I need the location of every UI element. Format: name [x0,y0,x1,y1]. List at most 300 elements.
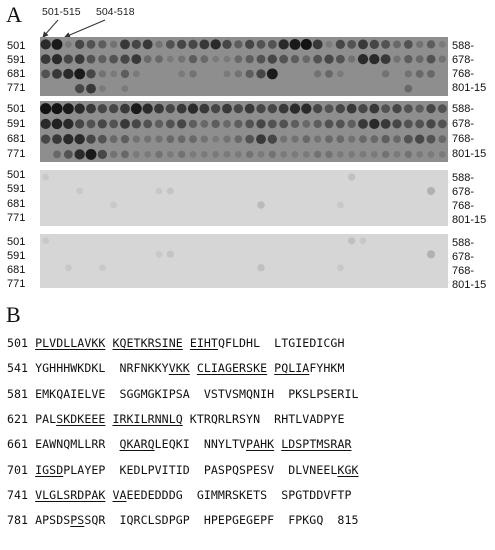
blot-spot [98,135,107,144]
blot-spot [234,104,243,113]
blot-spot [302,120,310,128]
row-label-left: 501 [7,169,26,181]
blot-spot [381,135,389,143]
row-label-left: 681 [7,68,26,80]
row-label-left: 681 [7,133,26,145]
blot-spot [427,40,435,48]
blot-spot [166,119,175,128]
row-label-left: 681 [7,198,26,210]
blot-spot [381,40,390,49]
blot-spot [427,135,436,144]
blot-spot [51,103,62,114]
row-label-right: 588- [452,172,475,184]
blot-spot [87,119,96,128]
blot-spot [348,237,355,244]
blot-spot [212,56,219,63]
blot-spot [246,151,253,158]
blot-spot [86,84,96,94]
blot-spot [210,39,220,49]
blot-spot [155,41,162,48]
sequence-line [7,513,359,527]
blot-spot [392,119,401,128]
sequence-line [7,336,344,350]
sequence-line [7,437,352,451]
blot-spot [245,104,255,114]
blot-spot [98,119,107,128]
row-label-right: 801-15 [452,82,487,94]
blot-spot [40,119,50,129]
blot-spot [234,40,242,48]
blot-spot [133,151,140,158]
blot-spot [427,250,435,258]
blot-spot [177,40,186,49]
blot-panel-2 [40,101,448,162]
sequence-text: FYHKM [309,361,345,376]
blot-spot [234,135,242,143]
blot-spot [74,134,84,144]
residue-number: 621 [7,411,36,426]
blot-spot [223,135,230,142]
blot-spot [41,69,50,78]
blot-spot [405,70,412,77]
underlined-peptide: PLVDLLAVKK [35,336,106,350]
blot-spot [404,55,412,63]
blot-spot [155,151,162,158]
blot-spot [154,104,164,114]
blot-spot [268,54,277,63]
blot-spot [313,120,321,128]
blot-spot [302,135,310,143]
blot-spot [438,135,446,143]
blot-spot [369,104,379,114]
blot-spot [370,40,379,49]
blot-spot [416,70,424,78]
blot-spot [178,55,185,62]
blot-spot [382,70,389,77]
blot-spot [65,41,72,48]
blot-spot [404,119,413,128]
blot-spot [222,40,231,49]
sequence-text: EAWNQMLLRR [35,437,120,452]
underlined-peptide: EIHT [189,336,218,350]
blot-spot [41,54,51,64]
blot-spot [256,104,265,113]
blot-spot [404,85,412,93]
underlined-peptide: VLGLSRDPAK [35,487,106,502]
blot-spot [74,103,84,113]
blot-spot [314,151,321,158]
blot-spot [427,187,435,195]
blot-spot [245,119,254,128]
blot-spot [416,55,424,63]
blot-spot [336,104,345,113]
blot-spot [416,151,423,158]
blot-spot [212,136,219,143]
blot-spot [155,55,163,63]
blot-spot [267,68,278,79]
blot-spot [99,85,106,92]
blot-panel-1 [40,37,448,96]
blot-spot [200,120,208,128]
blot-spot [87,55,96,64]
row-label-right: 768- [452,68,475,80]
blot-spot [52,69,62,79]
row-label-left: 591 [7,118,26,130]
blot-spot [110,135,118,143]
blot-spot [358,104,367,113]
row-label-left: 501 [7,103,26,115]
residue-number: 501 [7,336,36,350]
blot-spot [292,151,299,158]
blot-spot [75,119,84,128]
arrow-label-501-515: 501-515 [42,6,81,18]
row-label-right: 678- [452,186,475,198]
blot-spot [166,40,175,49]
blot-spot [144,151,151,158]
blot-spot [121,135,129,143]
blot-spot [303,151,310,158]
blot-spot [155,135,162,142]
blot-spot [313,55,322,64]
blot-spot [404,40,413,49]
blot-spot [415,119,424,128]
blot-spot [404,104,413,113]
blot-spot [74,149,84,159]
blot-spot [348,55,355,62]
blot-spot [63,134,73,144]
blot-spot [224,56,231,63]
blot-spot [325,104,334,113]
sequence-text: EMKQAIELVE SGGMGKIPSA VSTVSMQNIH PKSLPSERIL [35,386,359,401]
blot-spot [75,40,84,49]
blot-spot [190,151,197,158]
sequence-line [7,412,344,426]
blot-spot [348,173,355,180]
blot-spot [268,40,277,49]
blot-spot [257,201,265,209]
blot-spot [74,68,85,79]
blot-spot [313,39,323,49]
blot-spot [40,103,51,114]
underlined-peptide: VKK [168,361,190,376]
blot-spot [120,119,130,129]
blot-spot [369,119,379,129]
sequence-line [7,488,352,502]
blot-spot [301,39,312,50]
row-label-left: 771 [7,82,26,94]
blot-spot [133,70,140,77]
blot-spot [52,54,62,64]
blot-spot [99,70,106,77]
blot-spot [359,135,367,143]
row-label-right: 801-15 [452,214,487,226]
row-label-right: 678- [452,54,475,66]
blot-spot [369,54,379,64]
blot-spot [98,150,107,159]
blot-spot [291,120,299,128]
blot-spot [256,119,265,128]
blot-spot [178,70,185,77]
blot-spot [87,40,96,49]
blot-spot [167,151,174,158]
blot-spot [325,119,334,128]
blot-spot [347,120,355,128]
blot-spot [200,55,208,63]
underlined-peptide: SKDKEEE [56,411,106,426]
blot-spot [245,135,254,144]
blot-spot [439,41,446,48]
sequence-text: EEDEDDDG GIMMRSKETS SPGTDDVFTP [126,487,352,502]
blot-spot [167,187,174,194]
blot-spot [189,120,197,128]
blot-spot [98,104,107,113]
blot-spot [381,54,391,64]
blot-spot [235,151,242,158]
underlined-peptide: KQETKRSINE [112,336,183,350]
row-label-right: 801-15 [452,279,487,291]
blot-spot [156,251,163,258]
panel-b-letter: B [6,302,21,327]
blot-spot [132,119,141,128]
blot-spot [268,104,277,113]
blot-spot [189,70,196,77]
blot-spot [278,39,288,49]
blot-spot [120,39,130,49]
blot-spot [258,151,265,158]
blot-spot [427,55,436,64]
blot-spot [177,119,186,128]
blot-spot [42,174,49,181]
blot-spot [257,55,266,64]
blot-spot [98,55,106,63]
blot-spot [110,70,117,77]
blot-spot [426,104,435,113]
row-label-left: 591 [7,54,26,66]
row-label-right: 768- [452,200,475,212]
blot-spot [109,119,118,128]
blot-spot [348,135,355,142]
blot-spot [144,55,152,63]
blot-spot [86,104,96,114]
arrow-501-515 [43,20,58,37]
blot-spot [438,104,447,113]
underlined-peptide: PAHK [246,437,275,452]
blot-spot [381,104,390,113]
underlined-peptide: QKARQ [119,437,155,452]
blot-spot [279,104,289,114]
blot-spot [415,104,423,112]
blot-spot [245,40,254,49]
row-label-right: 801-15 [452,148,487,160]
blot-spot [268,119,277,128]
blot-spot [167,56,174,63]
row-label-right: 678- [452,118,475,130]
blot-spot [415,134,424,143]
blot-spot [224,70,231,77]
blot-spot [223,120,231,128]
blot-spot [394,151,401,158]
blot-spot [234,55,242,63]
blot-spot [360,151,367,158]
blot-spot [382,151,389,158]
blot-spot [166,135,174,143]
blot-spot [121,70,129,78]
row-label-right: 588- [452,40,475,52]
sequence-text [190,361,197,375]
blot-spot [52,119,63,130]
blot-panel-3 [40,170,448,226]
blot-spot [63,69,73,79]
blot-spot [110,151,117,158]
blot-spot [291,55,299,63]
blot-spot [325,135,333,143]
blot-spot [99,264,106,271]
sequence-line [7,387,359,401]
row-label-left: 501 [7,236,26,248]
blot-spot [201,151,208,158]
blot-spot [52,134,62,144]
blot-spot [280,135,287,142]
blot-spot [337,151,344,158]
row-label-right: 588- [452,237,475,249]
residue-number: 701 [7,462,36,477]
blot-spot [235,70,242,77]
blot-spot [76,188,83,195]
blot-spot [439,151,446,158]
blot-spot [109,55,118,64]
sequence-line [7,463,359,477]
blot-spot [212,151,219,158]
blot-spot [392,104,401,113]
blot-spot [177,104,187,114]
underlined-peptide: VA [112,487,127,502]
blot-spot [358,39,368,49]
blot-spot [347,104,357,114]
row-label-left: 501 [7,40,26,52]
row-label-left: 591 [7,183,26,195]
sequence-line [7,361,344,375]
blot-spot [142,103,152,113]
blot-spot [63,103,74,114]
blot-spot [155,120,163,128]
blot-spot [189,135,197,143]
blot-spot [75,54,85,64]
blot-spot [121,150,129,158]
blot-spot [245,55,253,63]
underlined-peptide: PQLIA [274,361,310,376]
blot-spot [439,55,446,62]
residue-number: 581 [7,386,36,401]
blot-spot [336,135,344,143]
row-label-left: 771 [7,278,26,290]
blot-spot [42,237,49,244]
row-label-left: 771 [7,148,26,160]
blot-spot [109,104,118,113]
blot-spot [86,149,97,160]
blot-spot [64,54,73,63]
row-label-right: 768- [452,265,475,277]
blot-spot [86,69,95,78]
blot-spot [156,188,163,195]
blot-spot [381,119,391,129]
blot-spot [199,104,209,114]
blot-spot [325,70,333,78]
blot-spot [211,104,220,113]
blot-background [40,234,448,288]
blot-spot [313,104,322,113]
sequence-text: PLAYEP KEDLPVITID PASPQSPESV DLVNEEL [63,462,338,477]
blot-spot [189,55,197,63]
blot-spot [52,39,63,50]
blot-spot [405,151,412,158]
blot-spot [393,135,401,143]
blot-spot [290,103,300,113]
blot-spot [166,104,175,113]
blot-spot [234,120,242,128]
underlined-peptide: KGK [337,462,359,477]
panel-a-letter: A [6,2,22,27]
blot-spot [428,151,435,158]
blot-spot [337,264,344,271]
residue-number: 781 [7,513,36,528]
blot-spot [280,151,287,158]
blot-spot [143,119,152,128]
residue-number: 661 [7,437,36,452]
blot-spot [301,103,311,113]
blot-background [40,170,448,226]
blot-spot [279,119,288,128]
blot-spot [337,70,344,77]
blot-spot [257,40,266,49]
blot-spot [314,135,321,142]
blot-spot [324,54,333,63]
blot-spot [257,264,264,271]
blot-panel-4 [40,234,448,288]
blot-spot [131,54,141,64]
blot-spot [199,39,209,49]
underlined-peptide: PS [70,513,85,528]
blot-spot [120,54,129,63]
blot-spot [178,135,186,143]
blot-spot [40,39,50,49]
blot-spot [358,119,368,129]
residue-number: 541 [7,361,36,376]
blot-spot [188,40,197,49]
sequence-text: QFLDHL LTGIEDICGH [217,336,345,350]
blot-spot [326,41,333,48]
row-label-left: 591 [7,250,26,262]
blot-spot [336,119,345,128]
blot-spot [416,41,423,48]
row-label-right: 588- [452,103,475,115]
row-label-right: 768- [452,133,475,145]
blot-spot [201,135,208,142]
sequence-text: KTRQRLRSYN RHTLVADPYE [182,411,345,426]
blot-spot [438,119,447,128]
underlined-peptide: IGSD [35,462,64,477]
blot-spot [371,151,378,158]
sequence-text: PAL [35,411,57,426]
underlined-peptide: CLIAGERSKE [196,361,268,376]
blot-spot [337,202,344,209]
blot-spot [336,40,345,49]
blot-spot [86,134,95,143]
blot-spot [256,134,266,144]
row-label-left: 681 [7,264,26,276]
sequence-text: APSDS [35,513,71,528]
arrow-504-518 [65,20,105,37]
blot-spot [302,55,310,63]
